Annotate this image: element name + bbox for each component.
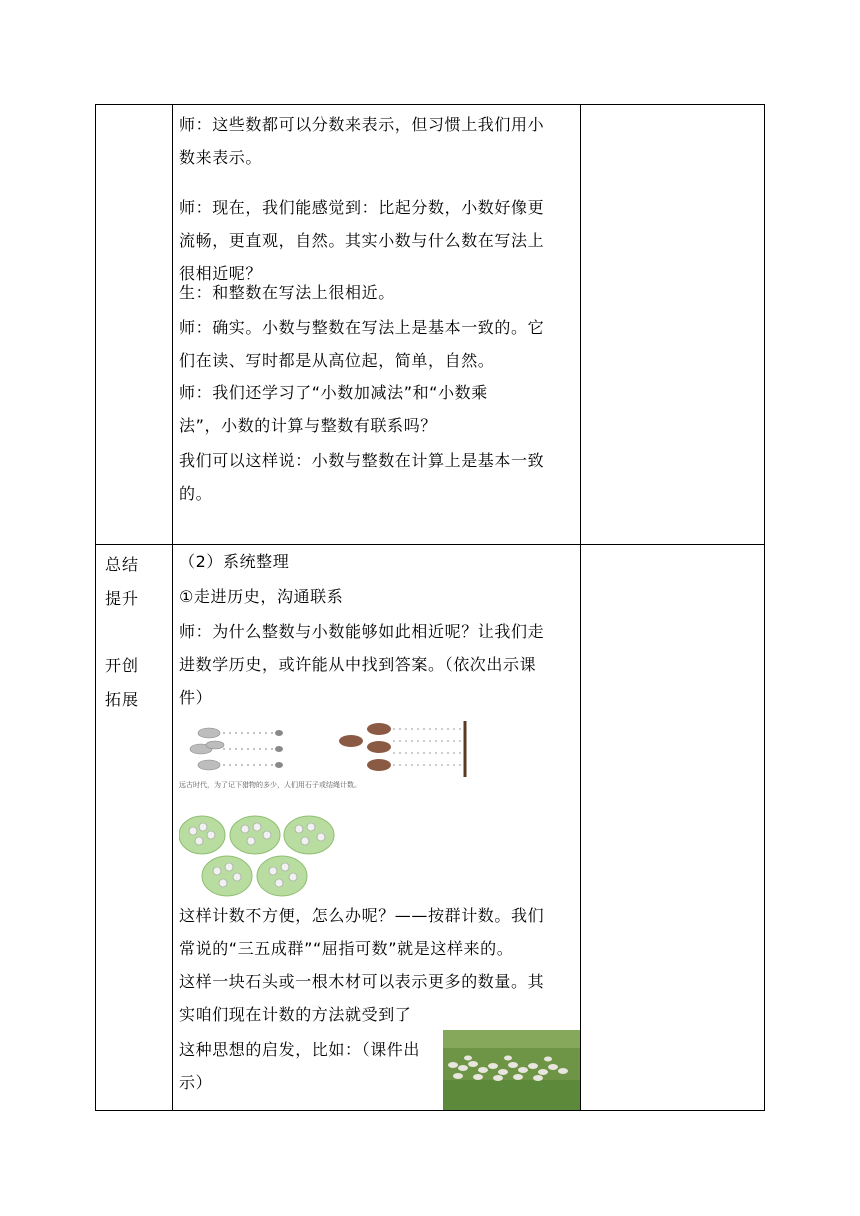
stone-counting-svg — [179, 721, 569, 797]
upper-left-cell — [95, 104, 172, 544]
text-line: 常说的“三五成群”“屈指可数”就是这样来的。 — [179, 939, 514, 958]
text-line: 师：现在，我们能感觉到：比起分数，小数好像更 — [179, 198, 545, 217]
text-line: 的。 — [179, 484, 213, 503]
text-line: 这样计数不方便，怎么办呢？——按群计数。我们 — [179, 906, 545, 925]
lower-content-cell — [173, 545, 580, 1110]
text-line: 数来表示。 — [179, 148, 263, 167]
upper-notes-cell — [581, 104, 765, 544]
paragraph-courseware-tail — [179, 1033, 439, 1099]
sheep-circles-svg — [179, 815, 339, 899]
label-expand: 拓展 — [105, 690, 140, 709]
paragraph-student-answer — [179, 276, 574, 309]
sheep-group-circles-illustration — [179, 815, 339, 899]
paragraph-group-counting — [179, 899, 574, 1031]
label-summary: 总结 — [105, 555, 140, 574]
text-line: 师：这些数都可以分数来表示，但习惯上我们用小 — [179, 115, 545, 134]
section-subheading: ①走进历史，沟通联系 — [179, 587, 344, 606]
sheep-flock-svg — [443, 1030, 580, 1110]
paragraph-history-intro — [179, 615, 574, 714]
text-line: 实咱们现在计数的方法就受到了 — [179, 1005, 412, 1024]
table-bottom-border — [95, 1110, 765, 1111]
text-line: 们在读、写时都是从高位起，简单，自然。 — [179, 351, 495, 370]
lower-notes-cell — [581, 545, 765, 1110]
upper-content-cell — [173, 104, 580, 544]
lesson-plan-table — [95, 104, 765, 1111]
paragraph-teacher-calculation — [179, 376, 574, 442]
text-line: 示） — [179, 1073, 213, 1092]
text-line: 这种思想的启发，比如：（课件出 — [179, 1040, 421, 1059]
paragraph-teacher-fraction — [179, 108, 574, 174]
label-create: 开创 — [105, 656, 140, 675]
text-line: 师：确实。小数与整数在写法上是基本一致的。它 — [179, 318, 545, 337]
paragraph-teacher-confirm — [179, 311, 574, 377]
stone-counting-illustration — [179, 721, 569, 797]
text-line: 这样一块石头或一根木材可以表示更多的数量。其 — [179, 972, 545, 991]
text-line: 师：我们还学习了“小数加减法”和“小数乘 — [179, 383, 488, 402]
stone-counting-caption: 远古时代，为了记下猎物的多少，人们用石子或结绳计数。 — [179, 781, 361, 789]
text-line: 生：和整数在写法上很相近。 — [179, 283, 395, 302]
lower-left-cell — [95, 545, 172, 1110]
text-line: 进数学历史，或许能从中找到答案。（依次出示课 — [179, 655, 537, 674]
text-line: 件） — [179, 688, 213, 707]
label-improve: 提升 — [105, 589, 140, 608]
text-line: 师：为什么整数与小数能够如此相近呢？让我们走 — [179, 622, 545, 641]
sheep-flock-photo — [443, 1030, 580, 1110]
section-heading: （2）系统整理 — [179, 552, 290, 571]
text-line: 流畅，更直观，自然。其实小数与什么数在写法上 — [179, 231, 545, 250]
paragraph-conclusion — [179, 444, 574, 510]
text-line: 我们可以这样说：小数与整数在计算上是基本一致 — [179, 451, 545, 470]
text-line: 法”，小数的计算与整数有联系吗？ — [179, 416, 437, 435]
text-line: 很相近呢？ — [179, 264, 263, 283]
